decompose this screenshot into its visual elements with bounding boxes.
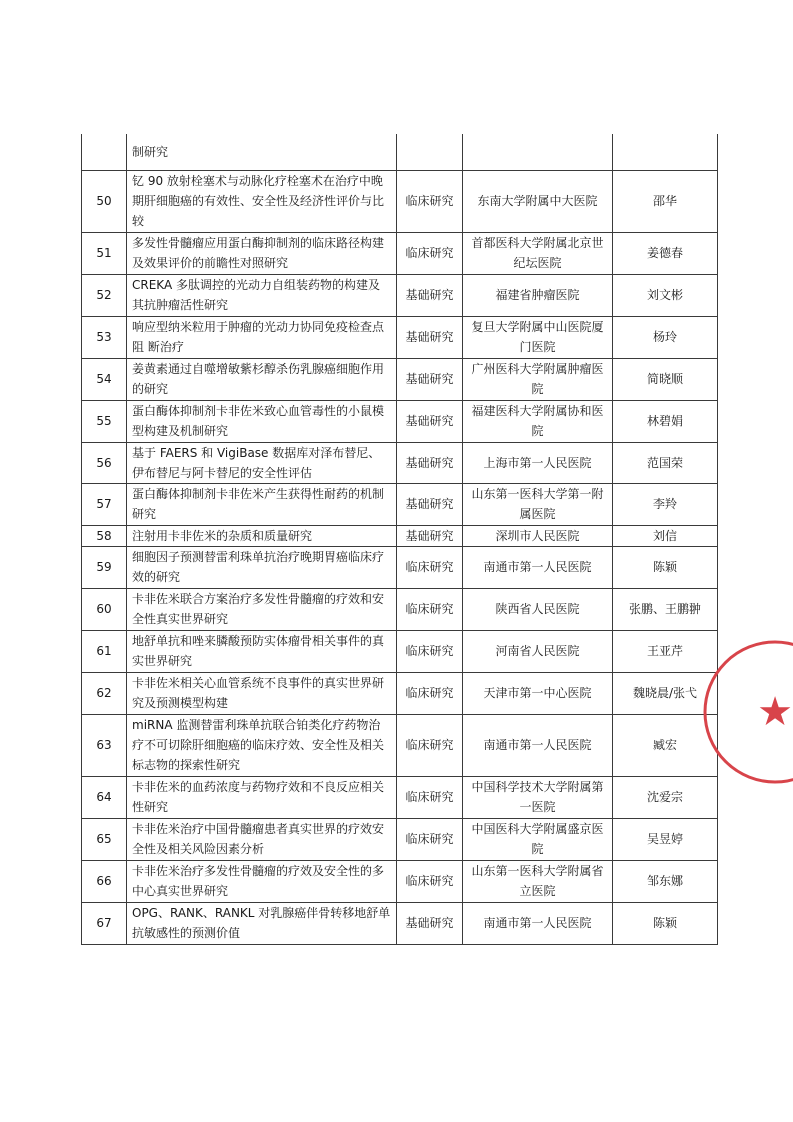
table-row [82,672,718,714]
project-title-cell: 姜黄素通过自噬增敏紫杉醇杀伤乳腺癌细胞作用的研究 [127,358,397,400]
person-cell: 臧宏 [613,714,718,776]
project-title-cell: 卡非佐米的血药浓度与药物疗效和不良反应相关性研究 [127,776,397,818]
institution-cell: 复旦大学附属中山医院厦门医院 [463,316,613,358]
institution-cell: 河南省人民医院 [463,630,613,672]
research-type-cell: 基础研究 [397,400,463,442]
person-cell: 魏晓晨/张弋 [613,672,718,714]
person-cell [613,134,718,170]
table-row [82,588,718,630]
project-title-cell: 基于 FAERS 和 VigiBase 数据库对泽布替尼、伊布替尼与阿卡替尼的安全性评估 [127,442,397,483]
research-type-cell: 临床研究 [397,630,463,672]
table-row [82,483,718,525]
row-number-cell: 65 [82,818,127,860]
person-cell: 邵华 [613,170,718,232]
project-table-body [82,134,718,944]
institution-cell: 山东第一医科大学第一附属医院 [463,483,613,525]
table-row [82,358,718,400]
row-number-cell: 67 [82,902,127,944]
table-row [82,776,718,818]
institution-cell: 山东第一医科大学附属省立医院 [463,860,613,902]
research-type-cell: 临床研究 [397,232,463,274]
person-cell: 陈颖 [613,546,718,588]
institution-cell: 福建医科大学附属协和医院 [463,400,613,442]
research-type-cell: 临床研究 [397,714,463,776]
table-row [82,525,718,546]
row-number-cell: 59 [82,546,127,588]
research-type-cell: 临床研究 [397,860,463,902]
seal-star-icon: ★ [757,689,793,735]
official-seal [700,637,793,787]
project-title-cell: 制研究 [127,134,397,170]
institution-cell: 中国医科大学附属盛京医院 [463,818,613,860]
table-row [82,714,718,776]
person-cell: 张鹏、王鹏翀 [613,588,718,630]
project-title-cell: 卡非佐米相关心血管系统不良事件的真实世界研究及预测模型构建 [127,672,397,714]
person-cell: 王亚芹 [613,630,718,672]
row-number-cell: 51 [82,232,127,274]
person-cell: 范国荣 [613,442,718,483]
project-title-cell: 注射用卡非佐米的杂质和质量研究 [127,525,397,546]
institution-cell: 上海市第一人民医院 [463,442,613,483]
research-type-cell: 基础研究 [397,483,463,525]
person-cell: 杨玲 [613,316,718,358]
research-type-cell: 基础研究 [397,442,463,483]
institution-cell [463,134,613,170]
table-row [82,630,718,672]
project-title-cell: 卡非佐米联合方案治疗多发性骨髓瘤的疗效和安全性真实世界研究 [127,588,397,630]
project-table [81,134,718,945]
person-cell: 沈爱宗 [613,776,718,818]
person-cell: 林碧娟 [613,400,718,442]
row-number-cell: 60 [82,588,127,630]
research-type-cell: 基础研究 [397,358,463,400]
person-cell: 刘信 [613,525,718,546]
institution-cell: 南通市第一人民医院 [463,902,613,944]
institution-cell: 首都医科大学附属北京世纪坛医院 [463,232,613,274]
research-type-cell [397,134,463,170]
table-row [82,316,718,358]
project-title-cell: 蛋白酶体抑制剂卡非佐米产生获得性耐药的机制研究 [127,483,397,525]
row-number-cell: 54 [82,358,127,400]
table-row [82,902,718,944]
table-row [82,818,718,860]
project-title-cell: 卡非佐米治疗多发性骨髓瘤的疗效及安全性的多中心真实世界研究 [127,860,397,902]
table-row [82,442,718,483]
research-type-cell: 基础研究 [397,274,463,316]
research-type-cell: 基础研究 [397,525,463,546]
research-type-cell: 临床研究 [397,588,463,630]
project-title-cell: 卡非佐米治疗中国骨髓瘤患者真实世界的疗效安全性及相关风险因素分析 [127,818,397,860]
person-cell: 简晓顺 [613,358,718,400]
table-row [82,400,718,442]
institution-cell: 深圳市人民医院 [463,525,613,546]
institution-cell: 南通市第一人民医院 [463,714,613,776]
research-type-cell: 基础研究 [397,316,463,358]
row-number-cell: 52 [82,274,127,316]
row-number-cell: 57 [82,483,127,525]
row-number-cell: 55 [82,400,127,442]
table-row [82,232,718,274]
person-cell: 刘文彬 [613,274,718,316]
person-cell: 陈颖 [613,902,718,944]
research-type-cell: 临床研究 [397,546,463,588]
project-title-cell: 响应型纳米粒用于肿瘤的光动力协同免疫检查点阻 断治疗 [127,316,397,358]
project-title-cell: miRNA 监测替雷利珠单抗联合铂类化疗药物治疗不可切除肝细胞癌的临床疗效、安全性及相关标志物的探索性研究 [127,714,397,776]
institution-cell: 南通市第一人民医院 [463,546,613,588]
row-number-cell: 56 [82,442,127,483]
table-row [82,274,718,316]
table-row [82,546,718,588]
row-number-cell: 50 [82,170,127,232]
row-number-cell: 64 [82,776,127,818]
row-number-cell: 63 [82,714,127,776]
research-type-cell: 基础研究 [397,902,463,944]
table-row [82,860,718,902]
row-number-cell: 61 [82,630,127,672]
project-title-cell: 蛋白酶体抑制剂卡非佐米致心血管毒性的小鼠模型构建及机制研究 [127,400,397,442]
project-title-cell: CREKA 多肽调控的光动力自组装药物的构建及其抗肿瘤活性研究 [127,274,397,316]
person-cell: 姜德春 [613,232,718,274]
project-title-cell: OPG、RANK、RANKL 对乳腺癌伴骨转移地舒单抗敏感性的预测价值 [127,902,397,944]
project-title-cell: 多发性骨髓瘤应用蛋白酶抑制剂的临床路径构建及效果评价的前瞻性对照研究 [127,232,397,274]
table-row [82,170,718,232]
project-title-cell: 细胞因子预测替雷利珠单抗治疗晚期胃癌临床疗效的研究 [127,546,397,588]
row-number-cell: 66 [82,860,127,902]
person-cell: 吴昱婷 [613,818,718,860]
person-cell: 李羚 [613,483,718,525]
institution-cell: 陕西省人民医院 [463,588,613,630]
table-row-continued [82,134,718,170]
row-number-cell [82,134,127,170]
row-number-cell: 53 [82,316,127,358]
institution-cell: 广州医科大学附属肿瘤医院 [463,358,613,400]
project-title-cell: 地舒单抗和唑来膦酸预防实体瘤骨相关事件的真实世界研究 [127,630,397,672]
institution-cell: 天津市第一中心医院 [463,672,613,714]
institution-cell: 福建省肿瘤医院 [463,274,613,316]
research-type-cell: 临床研究 [397,818,463,860]
project-title-cell: 钇 90 放射栓塞术与动脉化疗栓塞术在治疗中晚期肝细胞癌的有效性、安全性及经济性评价与比较 [127,170,397,232]
institution-cell: 中国科学技术大学附属第一医院 [463,776,613,818]
research-type-cell: 临床研究 [397,672,463,714]
row-number-cell: 58 [82,525,127,546]
research-type-cell: 临床研究 [397,776,463,818]
research-type-cell: 临床研究 [397,170,463,232]
institution-cell: 东南大学附属中大医院 [463,170,613,232]
person-cell: 邹东娜 [613,860,718,902]
row-number-cell: 62 [82,672,127,714]
